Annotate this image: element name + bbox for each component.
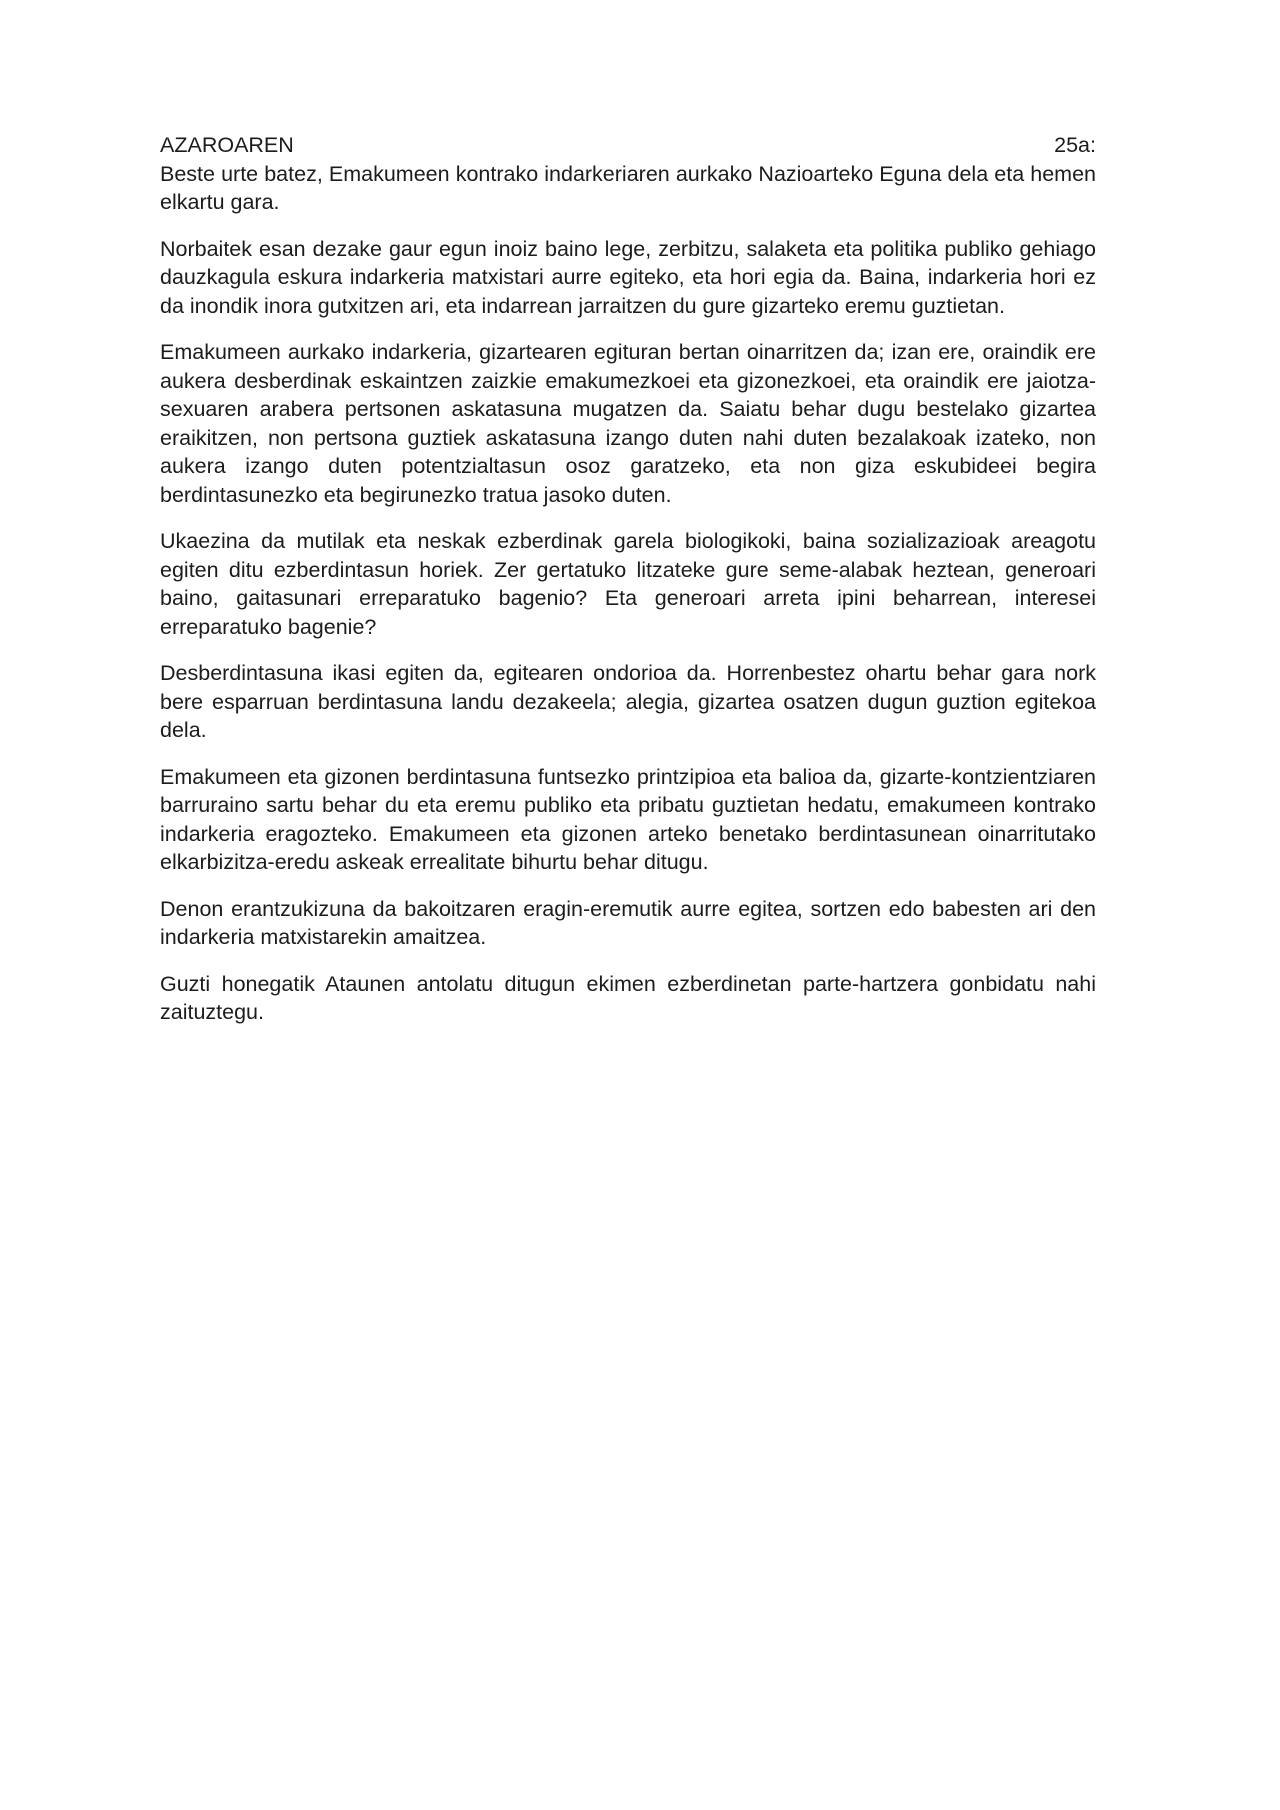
paragraph-context: Norbaitek esan dezake gaur egun inoiz baino lege, zerbitzu, salaketa eta politika publiko gehiago dauzkagula eskura indarkeria matxistari aurre egiteko, eta hori egia da. Baina, indarkeria hori ez da inondik inora gutxitzen ari, eta indarrean jarraitzen du gure gizarteko eremu guztietan. <box>160 236 1096 318</box>
paragraph-invitation: Guzti honegatik Ataunen antolatu ditugun ekimen ezberdinetan parte-hartzera gonbidatu nahi zaituztegu. <box>160 971 1096 1024</box>
header-day-label: 25a: <box>1054 133 1096 157</box>
paragraph-equality-principle: Emakumeen eta gizonen berdintasuna funtsezko printzipioa eta balioa da, gizarte-kontzientziaren barruraino sartu behar du eta eremu publiko eta pribatu guztietan hedatu, emakumeen kontrako indarkeria eragozteko. Emakumeen eta gizonen arteko benetako berdintasunean oinarritutako elkarbizitza-eredu askeak errealitate bihurtu behar ditugu. <box>160 764 1096 874</box>
document-header-line <box>160 131 1096 160</box>
document-content <box>160 131 1096 1045</box>
paragraph-intro: Beste urte batez, Emakumeen kontrako indarkeriaren aurkako Nazioarteko Eguna dela eta hemen elkartu gara. <box>160 161 1096 214</box>
paragraph-socialization: Ukaezina da mutilak eta neskak ezberdinak garela biologikoki, baina sozializazioak areagotu egiten ditu ezberdintasun horiek. Zer gertatuko litzateke gure seme-alabak heztean, generoari baino, gaitasunari erreparatuko bagenio? Eta generoari arreta ipini beharrean, interesei erreparatuko bagenie? <box>160 529 1096 639</box>
paragraph-learned-inequality: Desberdintasuna ikasi egiten da, egitearen ondorioa da. Horrenbestez ohartu behar gara nork bere esparruan berdintasuna landu dezakeela; alegia, gizartea osatzen dugun guztion egitekoa dela. <box>160 661 1096 742</box>
paragraph-structural-violence: Emakumeen aurkako indarkeria, gizartearen egituran bertan oinarritzen da; izan ere, oraindik ere aukera desberdinak eskaintzen zaizkie emakumezkoei eta gizonezkoei, eta oraindik ere jaiotza-sexuaren arabera pertsonen askatasuna mugatzen da. Saiatu behar dugu bestelako gizartea eraikitzen, non pertsona guztiek askatasuna izango duten nahi duten bezalakoak izateko, non aukera izango duten potentzialtasun osoz garatzeko, eta non giza eskubideei begira berdintasunezko eta begirunezko tratua jasoko duten. <box>160 340 1096 507</box>
header-month-label: AZAROAREN <box>160 133 294 157</box>
paragraph-shared-responsibility: Denon erantzukizuna da bakoitzaren eragin-eremutik aurre egitea, sortzen edo babesten ari den indarkeria matxistarekin amaitzea. <box>160 896 1096 949</box>
